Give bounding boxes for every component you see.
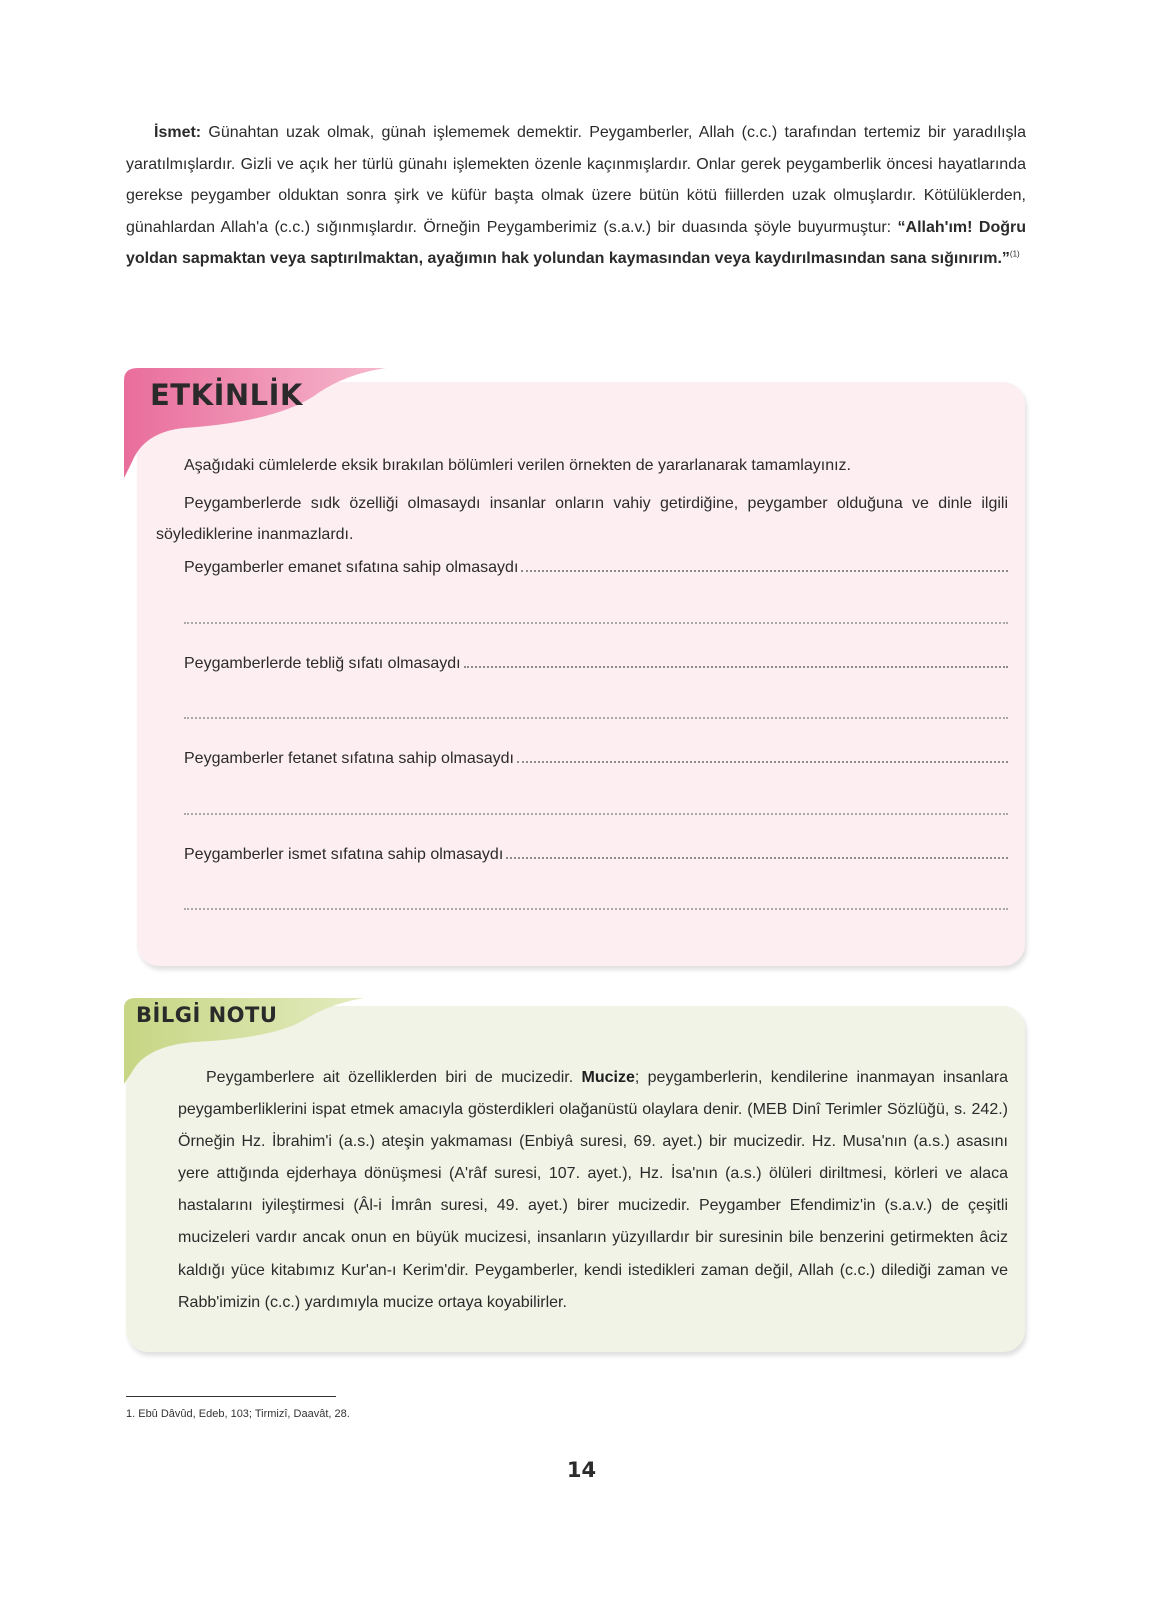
etkinlik-instruction: Aşağıdaki cümlelerde eksik bırakılan bölümleri verilen örnekten de yararlanarak tamamlayınız.: [184, 457, 851, 474]
mucize-intro: Peygamberlere ait özelliklerden biri de mucizedir.: [206, 1069, 582, 1086]
footnote-divider: [126, 1396, 336, 1397]
fill-row-teblig: [184, 652, 1008, 673]
answer-line[interactable]: [184, 622, 1008, 624]
bilgi-notu-title: BİLGİ NOTU: [136, 1003, 278, 1027]
fill-prompt: Peygamberlerde tebliğ sıfatı olmasaydı: [184, 655, 461, 672]
fill-row-emanet: [184, 556, 1008, 577]
etkinlik-example: Peygamberlerde sıdk özelliği olmasaydı insanlar onların vahiy getirdiğine, peygamber olduğuna ve dinle ilgili söylediklerine inanmazlardı.: [156, 495, 1008, 543]
answer-line[interactable]: [521, 556, 1008, 572]
answer-line[interactable]: [184, 813, 1008, 815]
answer-line[interactable]: [184, 908, 1008, 910]
footnote-reference[interactable]: (1): [1009, 250, 1020, 260]
fill-prompt: Peygamberler ismet sıfatına sahip olmasaydı: [184, 846, 504, 863]
prayer-quote: “Allah'ım! Doğru yoldan sapmaktan veya saptırılmaktan, ayağımın hak yolundan kaymasından veya kaydırılmasından sana sığınırım.”: [126, 218, 1026, 268]
mucize-definition: ; peygamberlerin, kendilerine inanmayan insanlara peygamberliklerini ispat etmek amacıyla gösterdikleri olağanüstü olaylara denir. (MEB Dinî Terimler Sözlüğü, s. 242.) Örneğin Hz. İbrahim'i (a.s.) ateşin yakmaması (Enbiyâ suresi, 69. ayet.) bir mucizedir. Hz. Musa'nın (a.s.) asasını yere attığında ejderhaya dönüşmesi (A'râf suresi, 107. ayet.), Hz. İsa'nın (a.s.) ölüleri diriltmesi, körleri ve alaca hastalarını iyileştirmesi (Âl-i İmrân suresi, 49. ayet.) birer mucizedir. Peygamber Efendimiz'in (s.a.v.) de çeşitli mucizeleri vardır ancak onun en büyük mucizesi, insanların yüzyıllardır bir suresinin bile benzerini getirmekten âciz kaldığı yüce kitabımız Kur'an-ı Kerim'dir. Peygamberler, kendi istedikleri zaman değil, Allah (c.c.) dilediği zaman ve Rabb'imizin (c.c.) yardımıyla mucize ortaya koyabilirler.: [178, 1069, 1008, 1311]
ismet-paragraph: [126, 117, 1026, 275]
fill-row-fetanet: [184, 747, 1008, 768]
fill-prompt: Peygamberler emanet sıfatına sahip olmasaydı: [184, 559, 519, 576]
ismet-term: İsmet:: [154, 124, 202, 141]
page-number: 14: [566, 1458, 597, 1482]
answer-line[interactable]: [517, 747, 1008, 763]
bilgi-notu-text: [178, 1062, 1008, 1319]
fill-row-ismet: [184, 843, 1008, 864]
answer-line[interactable]: [464, 652, 1008, 668]
answer-line[interactable]: [184, 717, 1008, 719]
etkinlik-title: ETKİNLİK: [150, 378, 303, 412]
fill-prompt: Peygamberler fetanet sıfatına sahip olmasaydı: [184, 750, 514, 767]
mucize-term: Mucize: [581, 1069, 635, 1086]
footnote: 1. Ebû Dâvûd, Edeb, 103; Tirmizî, Daavât, 28.: [126, 1408, 350, 1420]
ismet-body: Günahtan uzak olmak, günah işlememek demektir. Peygamberler, Allah (c.c.) tarafından tertemiz bir yaradılışla yaratılmışlardır. Gizli ve açık her türlü günahı işlemekten özenle kaçınmışlardır. Onlar gerek peygamberlik öncesi hayatlarında gerekse peygamber olduktan sonra şirk ve küfür başta olmak üzere bütün kötü fiillerden uzak olmuşlardır. Kötülüklerden, günahlardan Allah'a (c.c.) sığınmışlardır. Örneğin Peygamberimiz (s.a.v.) bir duasında şöyle buyurmuştur:: [126, 124, 1026, 236]
answer-line[interactable]: [506, 843, 1008, 859]
